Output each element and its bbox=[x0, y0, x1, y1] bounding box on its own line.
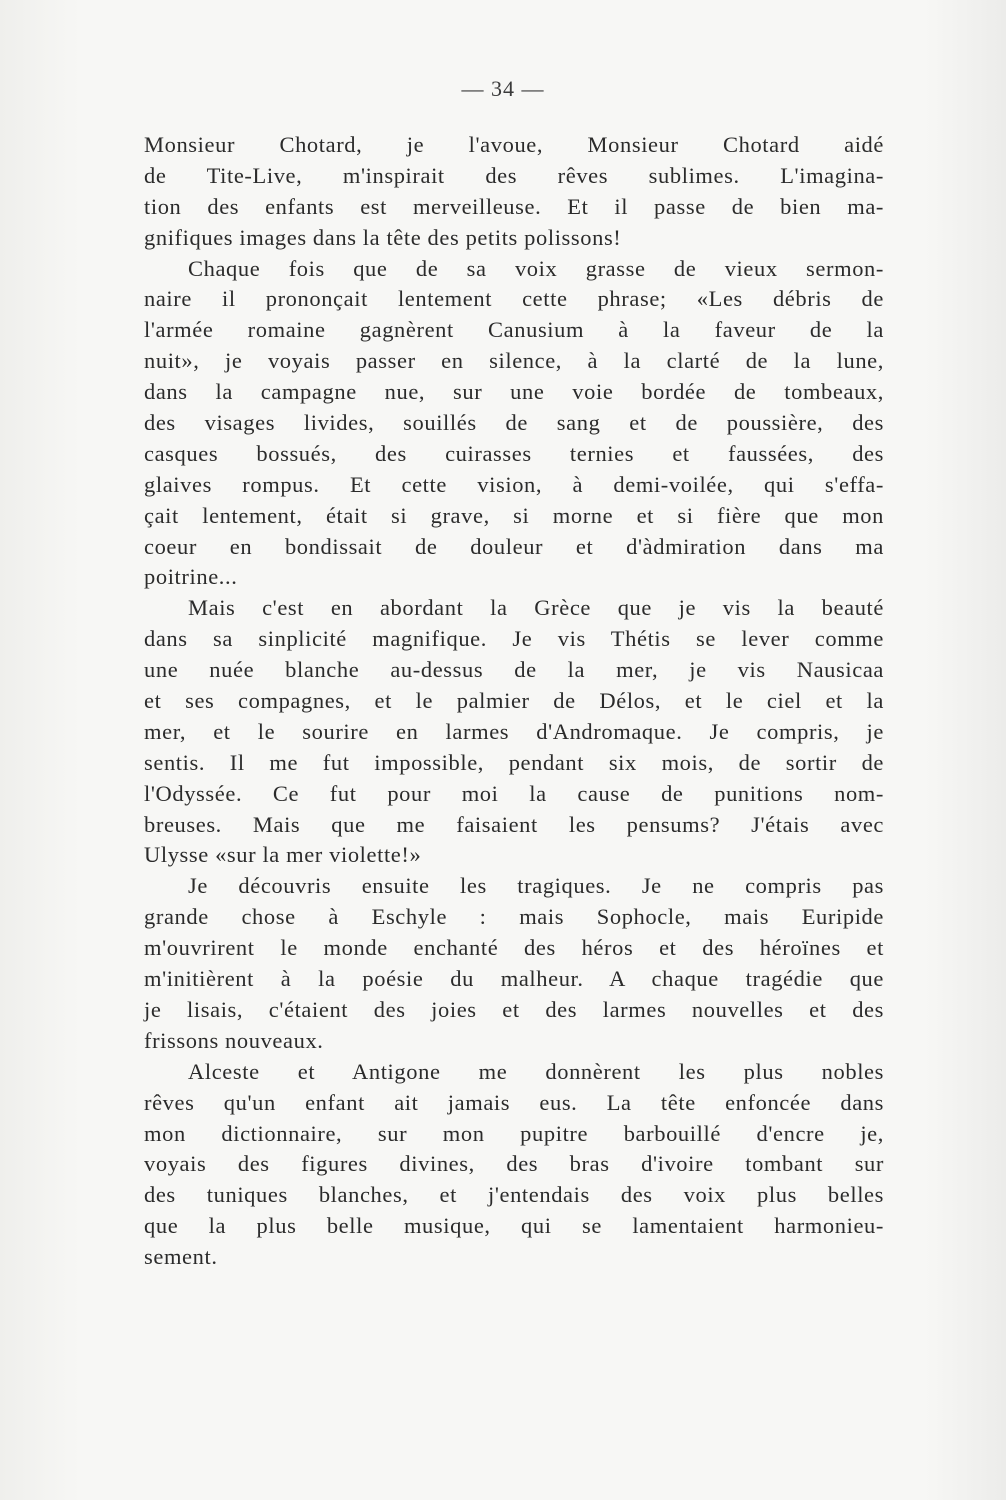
text-line: dans sa sinplicité magnifique. Je vis Thétis se lever comme bbox=[144, 626, 884, 652]
text-line: naire il prononçait lentement cette phrase; «Les débris de bbox=[144, 286, 884, 312]
text-line: sentis. Il me fut impossible, pendant six mois, de sortir de bbox=[144, 749, 884, 775]
paragraph bbox=[144, 130, 884, 254]
text-line: des visages livides, souillés de sang et de poussière, des bbox=[144, 410, 884, 436]
paragraph bbox=[144, 1057, 884, 1273]
text-line: coeur en bondissait de douleur et d'àdmiration dans ma bbox=[144, 533, 884, 559]
text-line: Chaque fois que de sa voix grasse de vieux sermon- bbox=[188, 255, 884, 281]
text-line: poitrine... bbox=[144, 564, 238, 590]
text-line: des tuniques blanches, et j'entendais des voix plus belles bbox=[144, 1182, 884, 1208]
text-line: m'initièrent à la poésie du malheur. A chaque tragédie que bbox=[144, 966, 884, 992]
text-line: glaives rompus. Et cette vision, à demi-voilée, qui s'effa- bbox=[144, 471, 884, 497]
text-line: l'Odyssée. Ce fut pour moi la cause de punitions nom- bbox=[144, 780, 884, 806]
text-line: frissons nouveaux. bbox=[144, 1027, 324, 1053]
text-line: l'armée romaine gagnèrent Canusium à la faveur de la bbox=[144, 317, 884, 343]
text-line: çait lentement, était si grave, si morne et si fière que mon bbox=[144, 502, 884, 528]
text-line: et ses compagnes, et le palmier de Délos, et le ciel et la bbox=[144, 688, 884, 714]
text-line: Ulysse «sur la mer violette!» bbox=[144, 842, 422, 868]
text-line: Mais c'est en abordant la Grèce que je vis la beauté bbox=[188, 595, 884, 621]
text-line: m'ouvrirent le monde enchanté des héros et des héroïnes et bbox=[144, 935, 884, 961]
text-line: Alceste et Antigone me donnèrent les plus nobles bbox=[188, 1058, 884, 1084]
text-line: de Tite-Live, m'inspirait des rêves sublimes. L'imagina- bbox=[144, 162, 884, 188]
text-line: mer, et le sourire en larmes d'Andromaque. Je compris, je bbox=[144, 718, 884, 744]
paragraph bbox=[144, 871, 884, 1056]
text-line: breuses. Mais que me faisaient les pensums? J'étais avec bbox=[144, 811, 884, 837]
text-line: grande chose à Eschyle : mais Sophocle, mais Euripide bbox=[144, 904, 884, 930]
text-line: nuit», je voyais passer en silence, à la clarté de la lune, bbox=[144, 348, 884, 374]
text-line: Je découvris ensuite les tragiques. Je ne compris pas bbox=[188, 873, 884, 899]
paragraph bbox=[144, 254, 884, 594]
body-text bbox=[144, 130, 884, 1273]
text-line: je lisais, c'étaient des joies et des larmes nouvelles et des bbox=[144, 996, 884, 1022]
page-number: — 34 — bbox=[461, 76, 545, 101]
text-line: tion des enfants est merveilleuse. Et il passe de bien ma- bbox=[144, 193, 884, 219]
text-line: casques bossués, des cuirasses ternies et faussées, des bbox=[144, 440, 884, 466]
paragraph bbox=[144, 593, 884, 871]
text-line: mon dictionnaire, sur mon pupitre barbouillé d'encre je, bbox=[144, 1120, 884, 1146]
text-line: une nuée blanche au-dessus de la mer, je vis Nausicaa bbox=[144, 657, 884, 683]
text-line: dans la campagne nue, sur une voie bordée de tombeaux, bbox=[144, 379, 884, 405]
text-line: gnifiques images dans la tête des petits polissons! bbox=[144, 224, 622, 250]
text-line: que la plus belle musique, qui se lamentaient harmonieu- bbox=[144, 1213, 884, 1239]
text-line: voyais des figures divines, des bras d'ivoire tombant sur bbox=[144, 1151, 884, 1177]
text-line: Monsieur Chotard, je l'avoue, Monsieur Chotard aidé bbox=[144, 132, 884, 157]
text-line: rêves qu'un enfant ait jamais eus. La tête enfoncée dans bbox=[144, 1089, 884, 1115]
text-line: sement. bbox=[144, 1244, 218, 1270]
